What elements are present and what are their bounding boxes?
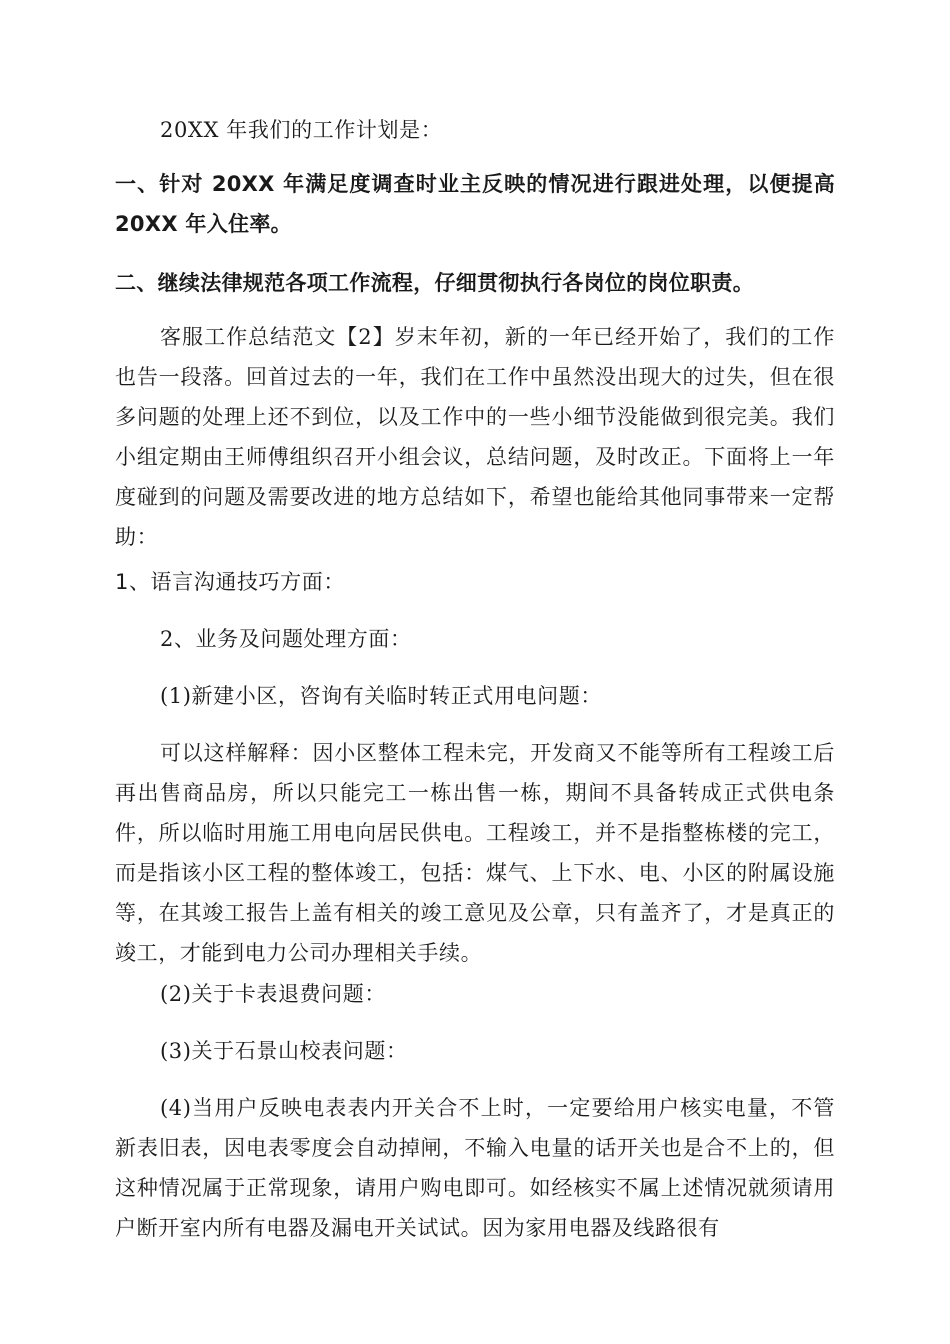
plan-item-2: 二、继续法律规范各项工作流程，仔细贯彻执行各岗位的岗位职责。	[115, 271, 754, 295]
question-1: (1)新建小区，咨询有关临时转正式用电问题：	[160, 684, 602, 708]
work-plan-intro: 20XX 年我们的工作计划是：	[160, 118, 443, 142]
plan-item-1: 一、针对 20XX 年满足度调查时业主反映的情况进行跟进处理，以便提高 20XX 年入住率。	[115, 172, 835, 236]
summary-paragraph: 客服工作总结范文【2】岁末年初，新的一年已经开始了，我们的工作也告一段落。回首过去的一年，我们在工作中虽然没出现大的过失，但在很多问题的处理上还不到位，以及工作中的一些小细节没能做到很完美。我们小组定期由王师傅组织召开小组会议，总结问题，及时改正。下面将上一年度碰到的问题及需要改进的地方总结如下，希望也能给其他同事带来一定帮助：	[115, 325, 835, 549]
section-heading-1: 1、语言沟通技巧方面：	[115, 570, 345, 594]
question-4: (4)当用户反映电表表内开关合不上时，一定要给用户核实电量，不管新表旧表，因电表零度会自动掉闸，不输入电量的话开关也是合不上的，但这种情况属于正常现象，请用户购电即可。如经核实不属上述情况就须请用户断开室内所有电器及漏电开关试试。因为家用电器及线路很有	[115, 1096, 835, 1240]
question-3: (3)关于石景山校表问题：	[160, 1039, 408, 1063]
question-2: (2)关于卡表退费问题：	[160, 982, 386, 1006]
answer-1: 可以这样解释：因小区整体工程未完，开发商又不能等所有工程竣工后再出售商品房，所以只能完工一栋出售一栋，期间不具备转成正式供电条件，所以临时用施工用电向居民供电。工程竣工，并不是指整栋楼的完工，而是指该小区工程的整体竣工，包括：煤气、上下水、电、小区的附属设施等，在其竣工报告上盖有相关的竣工意见及公章，只有盖齐了，才是真正的竣工，才能到电力公司办理相关手续。	[115, 741, 835, 965]
section-heading-2: 2、业务及问题处理方面：	[160, 627, 412, 651]
